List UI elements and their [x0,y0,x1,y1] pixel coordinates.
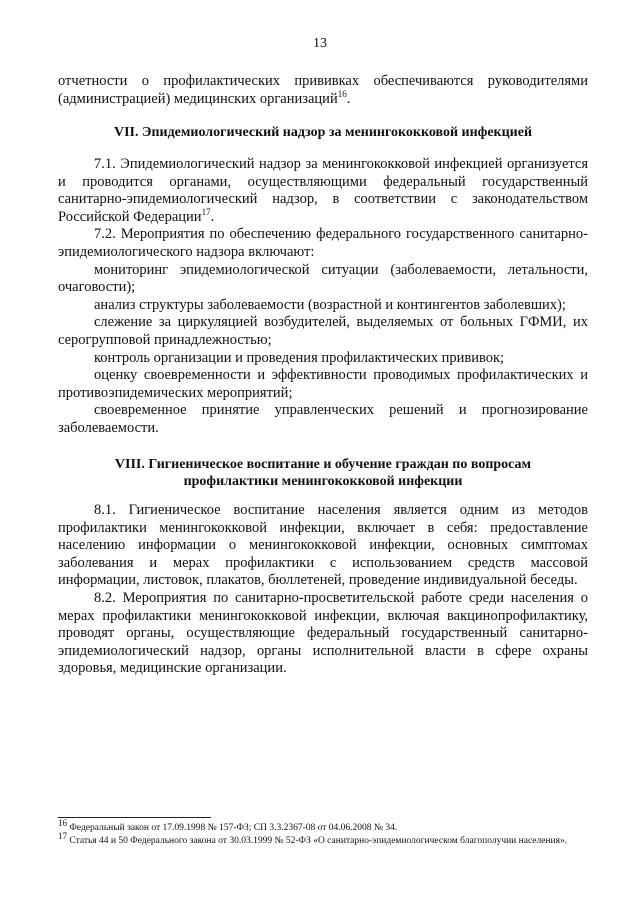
section-8-heading-line-2: профилактики менингококковой инфекции [183,474,463,489]
footnotes [58,817,594,847]
footnote-16-text: Федеральный закон от 17.09.1998 № 157-ФЗ; СП 3.3.2367-08 от 04.06.2008 № 34. [67,823,398,833]
list-item: своевременное принятие управленческих решений и прогнозирование заболеваемости. [58,402,588,436]
list-item: мониторинг эпидемиологической ситуации (заболеваемости, летальности, очаговости); [58,261,588,296]
footnote-ref-16: 16 [337,88,347,99]
paragraph-7-2: 7.2. Мероприятия по обеспечению федерального государственного санитарно-эпидемиологического надзора включают: [58,226,588,260]
footnote-16-number: 16 [58,817,67,828]
footnote-16 [58,817,594,835]
section-8-heading-block [58,456,588,490]
section-8-heading-line-1: VIII. Гигиеническое воспитание и обучение граждан по вопросам [114,457,532,472]
section-7-heading: VII. Эпидемиологический надзор за менингококковой инфекцией [113,125,533,140]
continuation-body: отчетности о профилактических прививках обеспечиваются руководителями (администрацией) медицинских организаций [58,73,588,107]
section-8-body [58,502,588,678]
footnote-separator [58,817,211,818]
section-7-body [58,156,588,438]
page-number: 13 [313,36,327,51]
list-item: контроль организации и проведения профилактических прививок; [94,349,505,366]
footnote-17-number: 17 [58,830,67,841]
section-7-heading-block [58,124,588,141]
paragraph-8-2: 8.2. Мероприятия по санитарно-просветительской работе среди населения о мерах профилактики менингококковой инфекции, включая вакцинопрофилактику, проводят органы, осуществляющие федеральный государственный санитарно-эпидемиологический надзор, органы исполнительной власти в сфере охраны здоровья, медицинские организации. [58,589,588,677]
list-item: анализ структуры заболеваемости (возрастной и контингентов заболевших); [94,296,566,313]
list-item: слежение за циркуляцией возбудителей, выделяемых от больных ГФМИ, их серогрупповой принадлежностью; [58,314,588,348]
paragraph-7-1: 7.1. Эпидемиологический надзор за менингококковой инфекцией организуется и проводится органами, осуществляющими федеральный государственный санитарно-эпидемиологический надзор, в соответствии с законодательством Российской Федерации$^{17}$. [58,156,588,225]
continuation-text: отчетности о профилактических прививках обеспечиваются руководителями (администрацией) медицинских организаций$^{16}$. [58,73,588,107]
footnote-ref-17: 17 [201,206,211,217]
paragraph-7-1-text: 7.1. Эпидемиологический надзор за менингококковой инфекцией организуется и проводится органами, осуществляющими федеральный государственный санитарно-эпидемиологический надзор, в соответствии с законодательством Российской Федерации [58,156,588,225]
footnote-17-text: Статья 44 и 50 Федерального закона от 30.03.1999 № 52-ФЗ «О санитарно-эпидемиологическом благополучии населения». [67,835,568,846]
continuation-paragraph [58,73,588,108]
footnote-17 [58,830,594,848]
list-item: оценку своевременности и эффективности проводимых профилактических и противоэпидемических мероприятий; [58,367,588,401]
paragraph-8-1: 8.1. Гигиеническое воспитание населения является одним из методов профилактики менингококковой инфекции, включает в себя: предоставление населению информации о менингококковой инфекции, основных симптомах заболевания и мерах профилактики с использованием средств массовой информации, листовок, плакатов, бюллетеней, проведение индивидуальной беседы. [58,502,588,589]
